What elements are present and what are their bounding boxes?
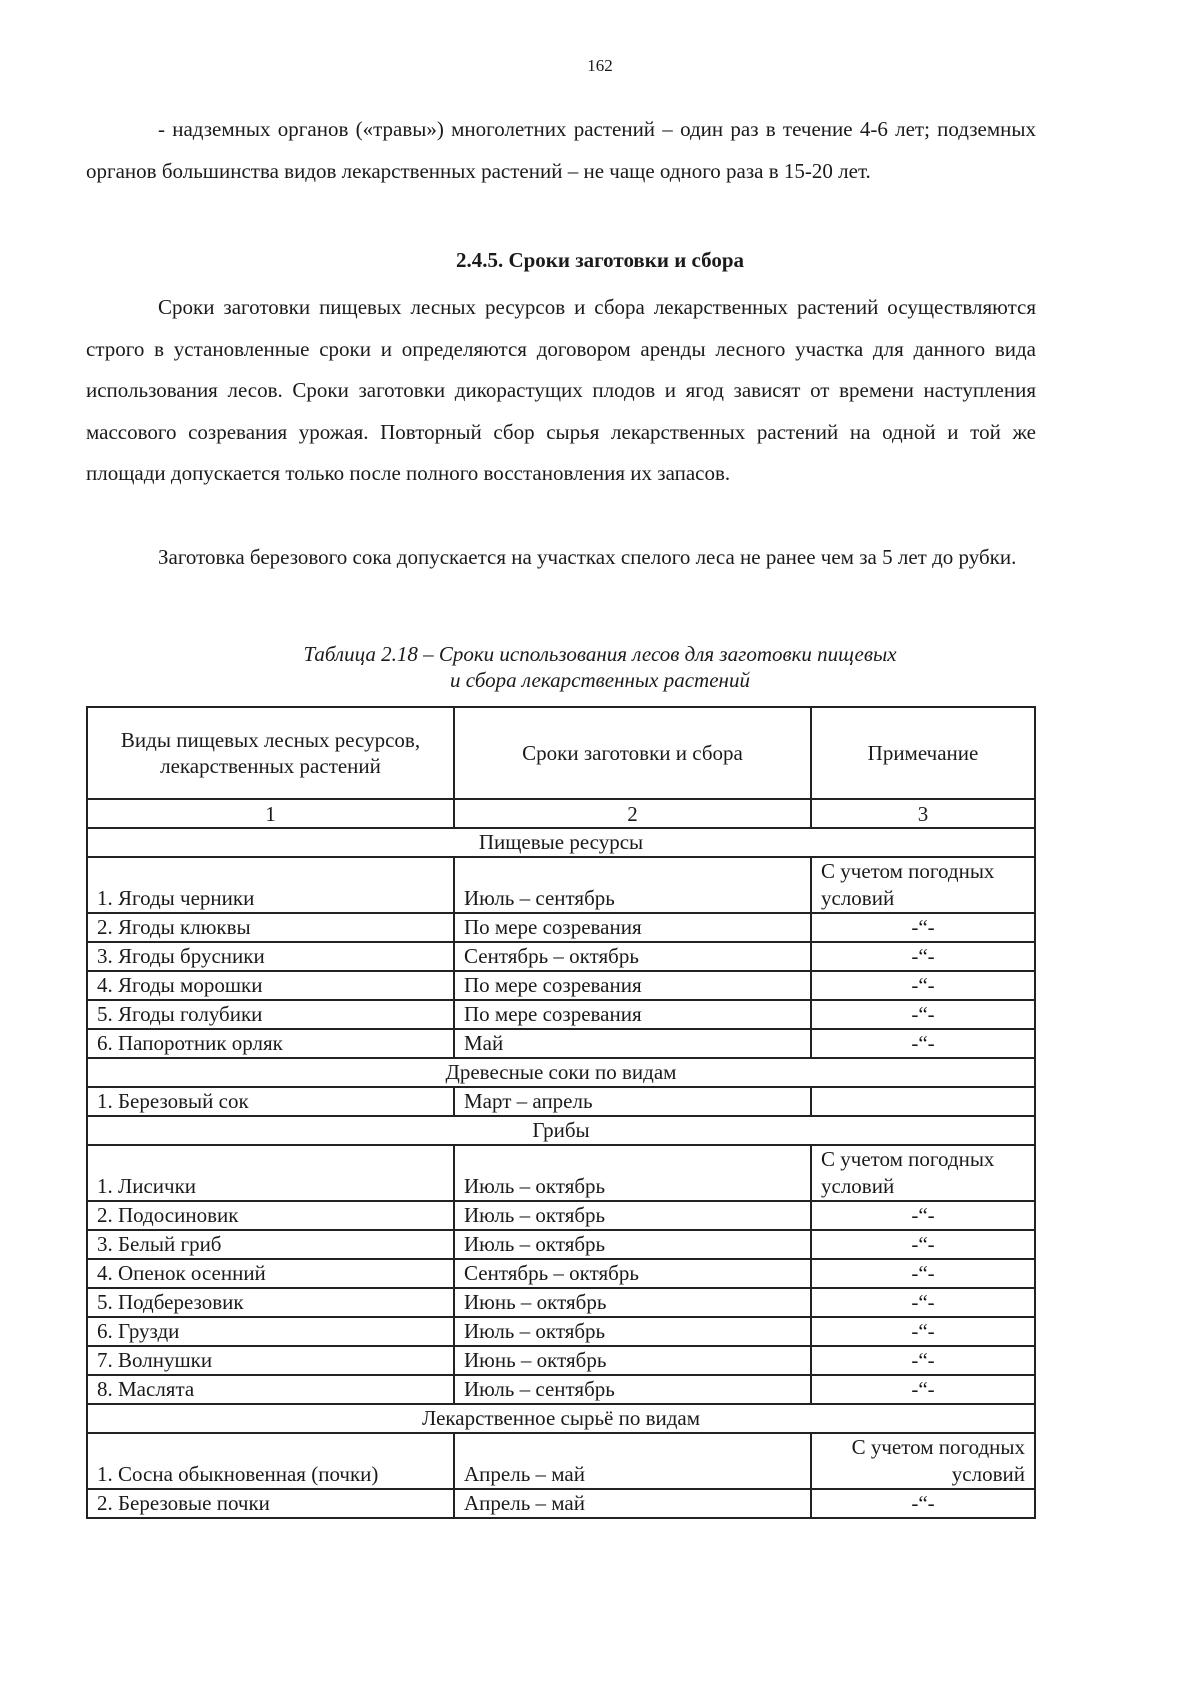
resource-cell: 1. Лисички <box>87 1145 454 1201</box>
table-row <box>87 1000 1035 1029</box>
note-cell: -“- <box>811 942 1035 971</box>
table-body <box>87 707 1035 1518</box>
table-group-row <box>87 828 1035 857</box>
table-row <box>87 913 1035 942</box>
body-paragraph-2 <box>86 537 1036 579</box>
table-caption <box>0 641 1200 693</box>
table-row <box>87 1145 1035 1201</box>
table-group-row <box>87 1404 1035 1433</box>
note-cell <box>811 1087 1035 1116</box>
table-group-row <box>87 1116 1035 1145</box>
table-row <box>87 1259 1035 1288</box>
table-header-row <box>87 707 1035 799</box>
period-cell: Июль – октябрь <box>454 1230 811 1259</box>
table-row <box>87 857 1035 913</box>
period-cell: Сентябрь – октябрь <box>454 942 811 971</box>
period-cell: По мере созревания <box>454 971 811 1000</box>
table-row <box>87 1346 1035 1375</box>
resource-cell: 4. Опенок осенний <box>87 1259 454 1288</box>
note-cell: С учетом погодных условий <box>811 1433 1035 1489</box>
intro-text: - надземных органов («травы») многолетних растений – один раз в течение 4-6 лет; подземных органов большинства видов лекарственных растений – не чаще одного раза в 15-20 лет. <box>86 117 1036 183</box>
resource-cell: 5. Подберезовик <box>87 1288 454 1317</box>
table-caption-line-2: и сбора лекарственных растений <box>450 668 750 692</box>
harvest-schedule-table <box>86 706 1036 1519</box>
resource-cell: 1. Березовый сок <box>87 1087 454 1116</box>
period-cell: Июль – октябрь <box>454 1317 811 1346</box>
table-row <box>87 1029 1035 1058</box>
note-cell: -“- <box>811 971 1035 1000</box>
period-cell: Май <box>454 1029 811 1058</box>
column-number-cell: 2 <box>454 799 811 828</box>
table-row <box>87 1489 1035 1518</box>
period-cell: Июль – сентябрь <box>454 1375 811 1404</box>
resource-cell: 1. Ягоды черники <box>87 857 454 913</box>
period-cell: Сентябрь – октябрь <box>454 1259 811 1288</box>
column-number-cell: 3 <box>811 799 1035 828</box>
body-paragraph-1 <box>86 287 1036 495</box>
note-cell: -“- <box>811 1201 1035 1230</box>
table-row <box>87 1288 1035 1317</box>
table-header-cell: Виды пищевых лесных ресурсов, лекарственных растений <box>87 707 454 799</box>
table-header-cell: Сроки заготовки и сбора <box>454 707 811 799</box>
note-cell: -“- <box>811 913 1035 942</box>
table-row <box>87 971 1035 1000</box>
note-cell: С учетом погодных условий <box>811 857 1035 913</box>
resource-cell: 2. Березовые почки <box>87 1489 454 1518</box>
resource-cell: 2. Ягоды клюквы <box>87 913 454 942</box>
period-cell: Апрель – май <box>454 1489 811 1518</box>
resource-cell: 6. Папоротник орляк <box>87 1029 454 1058</box>
note-cell: -“- <box>811 1346 1035 1375</box>
period-cell: Июнь – октябрь <box>454 1288 811 1317</box>
period-cell: Июль – октябрь <box>454 1201 811 1230</box>
column-number-row <box>87 799 1035 828</box>
resource-cell: 3. Белый гриб <box>87 1230 454 1259</box>
note-cell: -“- <box>811 1259 1035 1288</box>
resource-cell: 2. Подосиновик <box>87 1201 454 1230</box>
table-row <box>87 1317 1035 1346</box>
note-cell: -“- <box>811 1288 1035 1317</box>
note-cell: -“- <box>811 1000 1035 1029</box>
table-row <box>87 1433 1035 1489</box>
period-cell: Июль – сентябрь <box>454 857 811 913</box>
table-caption-line-1: Таблица 2.18 – Сроки использования лесов для заготовки пищевых <box>303 642 897 666</box>
page-number: 162 <box>587 56 613 75</box>
table-group-title: Грибы <box>87 1116 1035 1145</box>
table-row <box>87 1375 1035 1404</box>
note-cell: -“- <box>811 1489 1035 1518</box>
intro-paragraph <box>86 109 1036 192</box>
table-group-title: Лекарственное сырьё по видам <box>87 1404 1035 1433</box>
resource-cell: 4. Ягоды морошки <box>87 971 454 1000</box>
resource-cell: 8. Маслята <box>87 1375 454 1404</box>
period-cell: Апрель – май <box>454 1433 811 1489</box>
period-cell: По мере созревания <box>454 1000 811 1029</box>
paragraph-text: Сроки заготовки пищевых лесных ресурсов и сбора лекарственных растений осуществляются строго в установленные сроки и определяются договором аренды лесного участка для данного вида использования лесов. Сроки заготовки дикорастущих плодов и ягод зависят от времени наступления массового созревания урожая. Повторный сбор сырья лекарственных растений на одной и той же площади допускается только после полного восстановления их запасов. <box>86 295 1036 485</box>
note-cell: -“- <box>811 1230 1035 1259</box>
table-group-row <box>87 1058 1035 1087</box>
table-group-title: Древесные соки по видам <box>87 1058 1035 1087</box>
section-title: 2.4.5. Сроки заготовки и сбора <box>455 248 745 272</box>
period-cell: Июль – октябрь <box>454 1145 811 1201</box>
table-row <box>87 1087 1035 1116</box>
resource-cell: 6. Грузди <box>87 1317 454 1346</box>
resource-cell: 3. Ягоды брусники <box>87 942 454 971</box>
table-row <box>87 1230 1035 1259</box>
period-cell: По мере созревания <box>454 913 811 942</box>
table-header-cell: Примечание <box>811 707 1035 799</box>
note-cell: -“- <box>811 1029 1035 1058</box>
note-cell: -“- <box>811 1375 1035 1404</box>
note-cell: -“- <box>811 1317 1035 1346</box>
resource-cell: 7. Волнушки <box>87 1346 454 1375</box>
table-group-title: Пищевые ресурсы <box>87 828 1035 857</box>
note-cell: С учетом погодных условий <box>811 1145 1035 1201</box>
column-number-cell: 1 <box>87 799 454 828</box>
resource-cell: 5. Ягоды голубики <box>87 1000 454 1029</box>
period-cell: Март – апрель <box>454 1087 811 1116</box>
period-cell: Июнь – октябрь <box>454 1346 811 1375</box>
resource-cell: 1. Сосна обыкновенная (почки) <box>87 1433 454 1489</box>
paragraph-text: Заготовка березового сока допускается на участках спелого леса не ранее чем за 5 лет до рубки. <box>158 545 1017 569</box>
table-row <box>87 1201 1035 1230</box>
table-row <box>87 942 1035 971</box>
